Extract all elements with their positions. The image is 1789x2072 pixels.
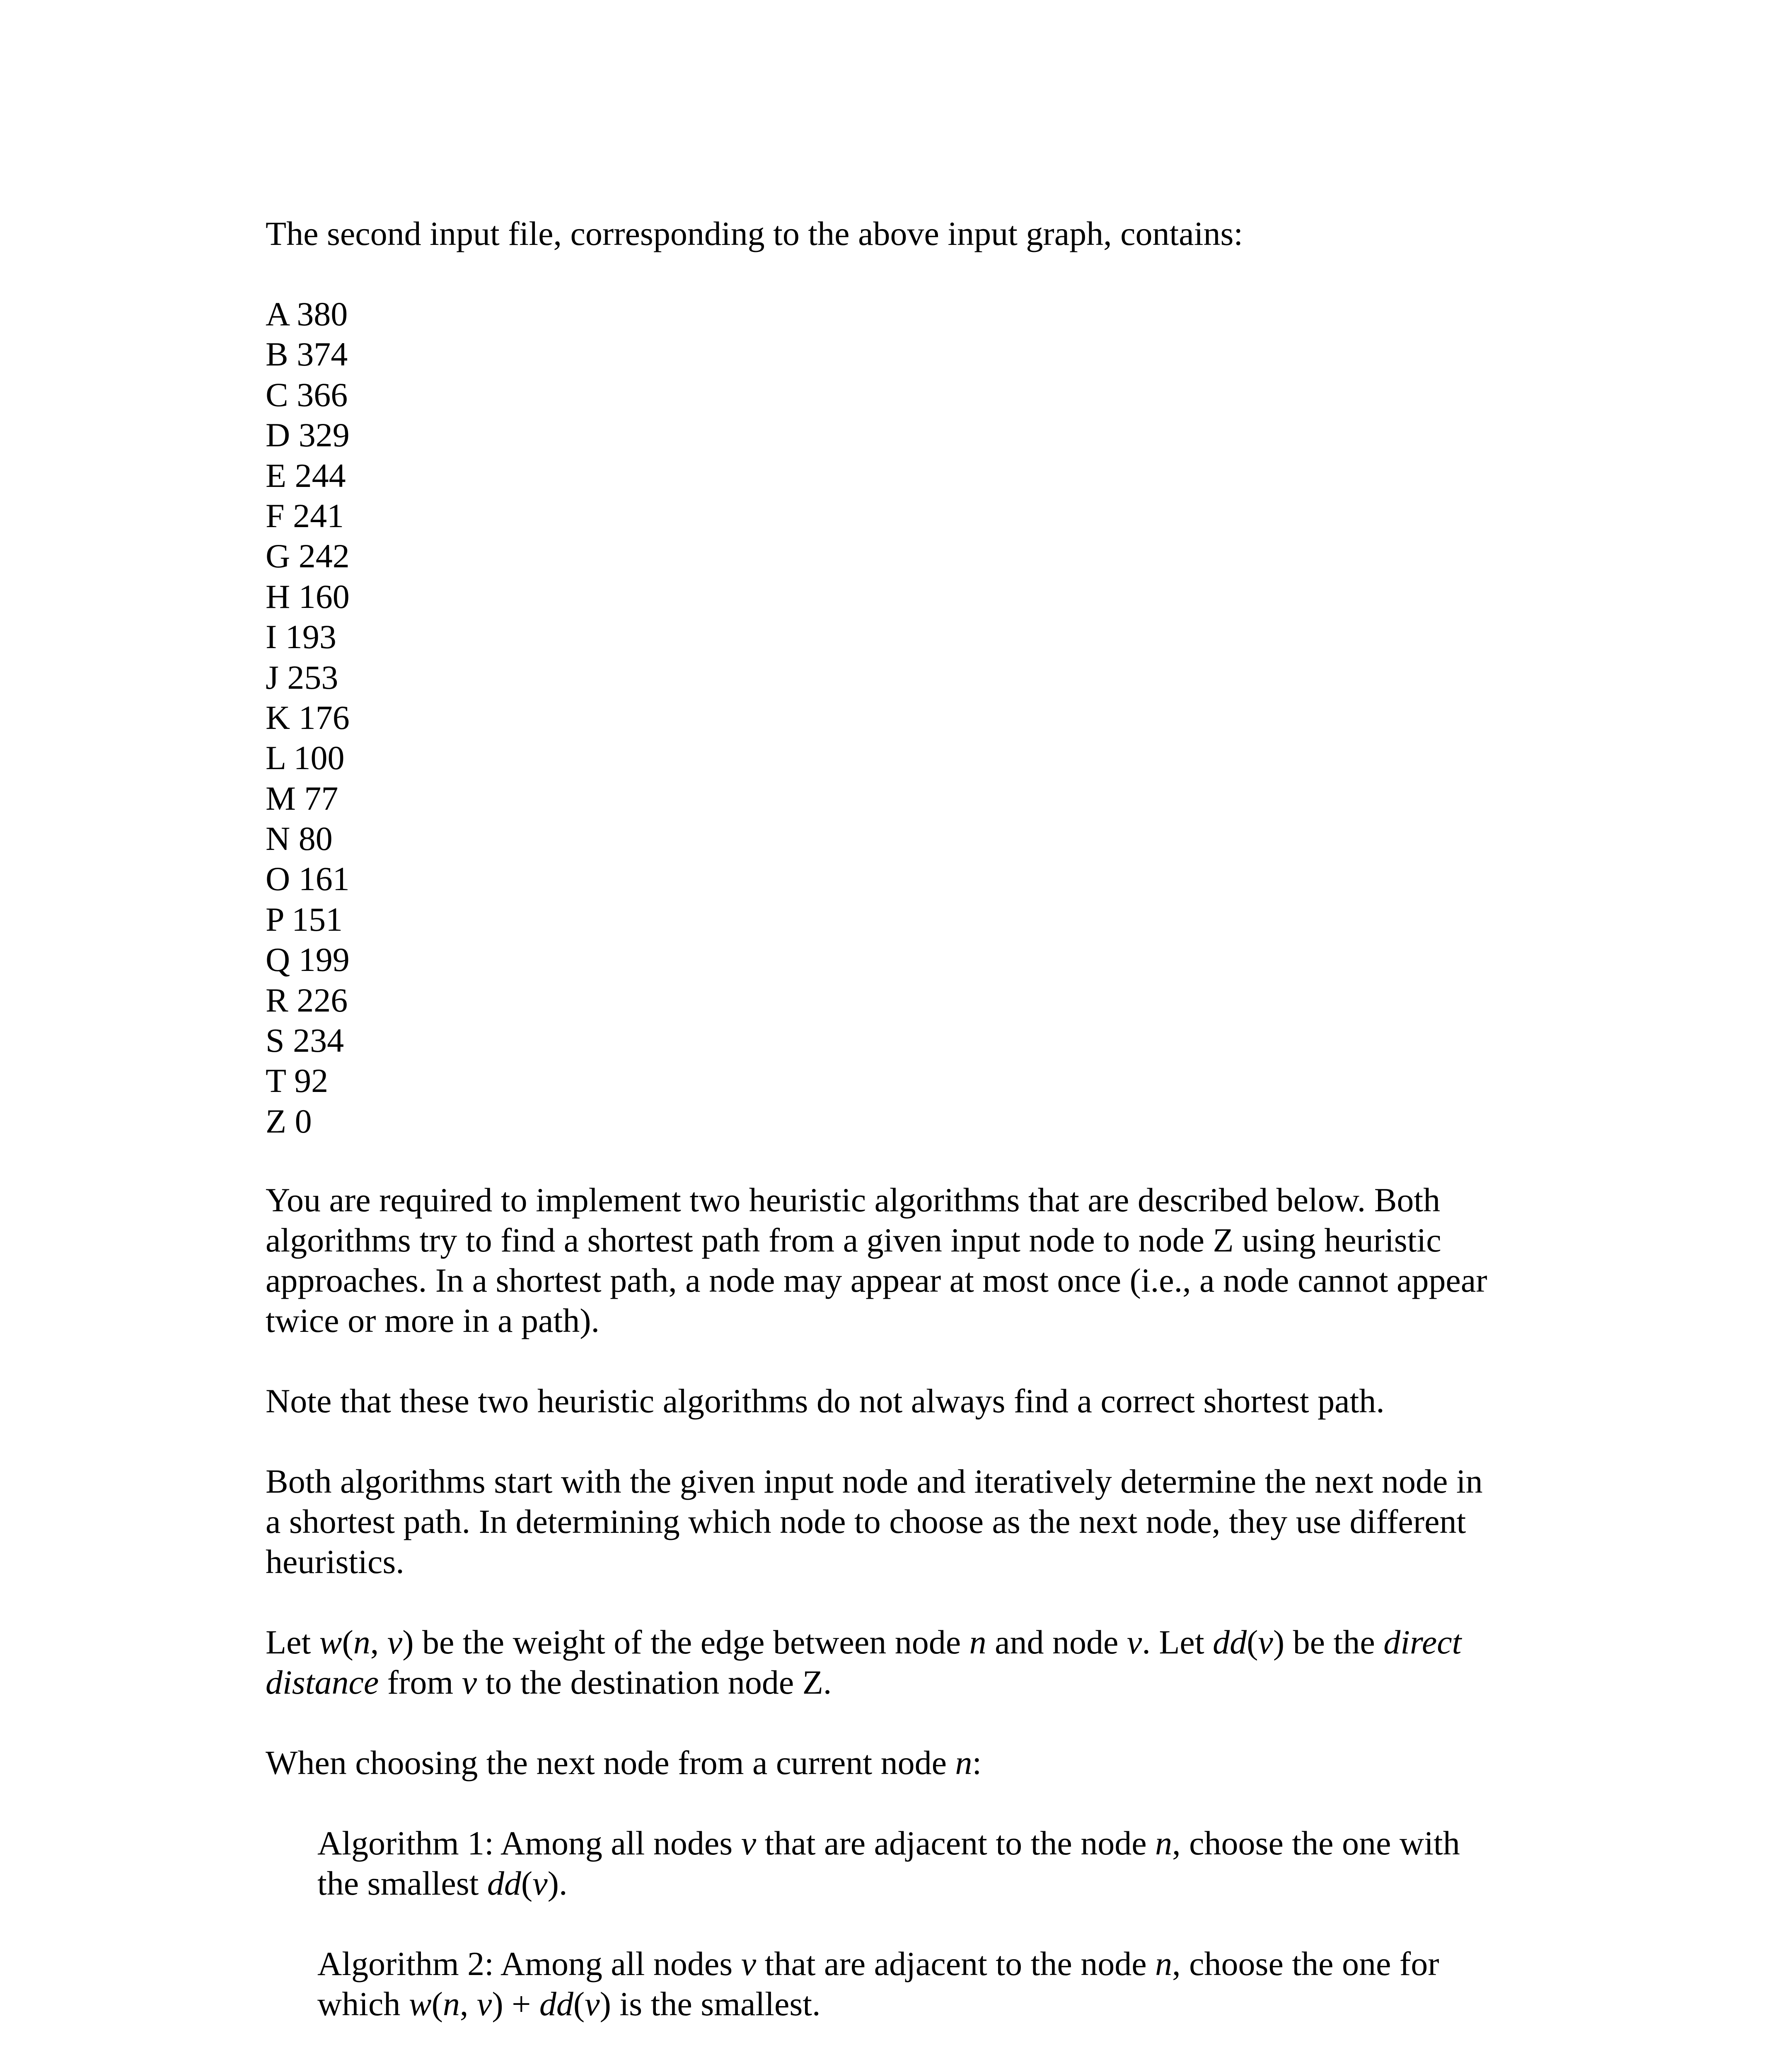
note-line: Note that these two heuristic algorithms do not always find a correct shortest path. bbox=[266, 1382, 1385, 1420]
required-line-3: approaches. In a shortest path, a node may appear at most once (i.e., a node cannot appear bbox=[266, 1261, 1487, 1299]
required-line-1: You are required to implement two heuristic algorithms that are described below. Both bbox=[266, 1181, 1441, 1219]
list-item: O 161 bbox=[266, 860, 350, 898]
list-item: C 366 bbox=[266, 375, 348, 414]
algorithm-1-line-1: Algorithm 1: Among all nodes v that are adjacent to the node n, choose the one with bbox=[317, 1824, 1460, 1862]
list-item: T 92 bbox=[266, 1062, 329, 1100]
both-line-3: heuristics. bbox=[266, 1543, 404, 1581]
algorithm-1-line-2: the smallest dd(v). bbox=[317, 1864, 568, 1902]
list-item: Q 199 bbox=[266, 941, 350, 979]
list-item: P 151 bbox=[266, 900, 343, 938]
both-line-2: a shortest path. In determining which node to choose as the next node, they use different bbox=[266, 1503, 1466, 1540]
heuristic-list bbox=[266, 294, 350, 1141]
list-item: F 241 bbox=[266, 496, 344, 535]
list-item: G 242 bbox=[266, 537, 350, 575]
when-line: When choosing the next node from a current node n: bbox=[266, 1744, 982, 1782]
list-item: H 160 bbox=[266, 577, 350, 615]
list-item: I 193 bbox=[266, 618, 336, 656]
list-item: L 100 bbox=[266, 739, 345, 777]
let-line-1: Let w(n, v) be the weight of the edge between node n and node v. Let dd(v) be the direct bbox=[266, 1623, 1462, 1661]
list-item: S 234 bbox=[266, 1021, 344, 1060]
list-item: J 253 bbox=[266, 658, 338, 696]
both-line-1: Both algorithms start with the given input node and iteratively determine the next node in bbox=[266, 1462, 1483, 1500]
list-item: K 176 bbox=[266, 698, 350, 736]
required-line-4: twice or more in a path). bbox=[266, 1302, 600, 1339]
list-item: R 226 bbox=[266, 981, 348, 1019]
list-item: D 329 bbox=[266, 416, 350, 454]
list-item: B 374 bbox=[266, 335, 348, 373]
list-item: Z 0 bbox=[266, 1102, 312, 1140]
let-line-2: distance from v to the destination node Z. bbox=[266, 1663, 832, 1701]
required-line-2: algorithms try to find a shortest path from a given input node to node Z using heuristic bbox=[266, 1221, 1441, 1259]
list-item: M 77 bbox=[266, 779, 338, 817]
algorithm-2-line-2: which w(n, v) + dd(v) is the smallest. bbox=[317, 1985, 821, 2023]
list-item: E 244 bbox=[266, 456, 346, 494]
intro-line: The second input file, corresponding to the above input graph, contains: bbox=[266, 215, 1243, 252]
list-item: A 380 bbox=[266, 295, 348, 333]
list-item: N 80 bbox=[266, 820, 333, 858]
algorithm-2-line-1: Algorithm 2: Among all nodes v that are adjacent to the node n, choose the one for bbox=[317, 1945, 1439, 1982]
